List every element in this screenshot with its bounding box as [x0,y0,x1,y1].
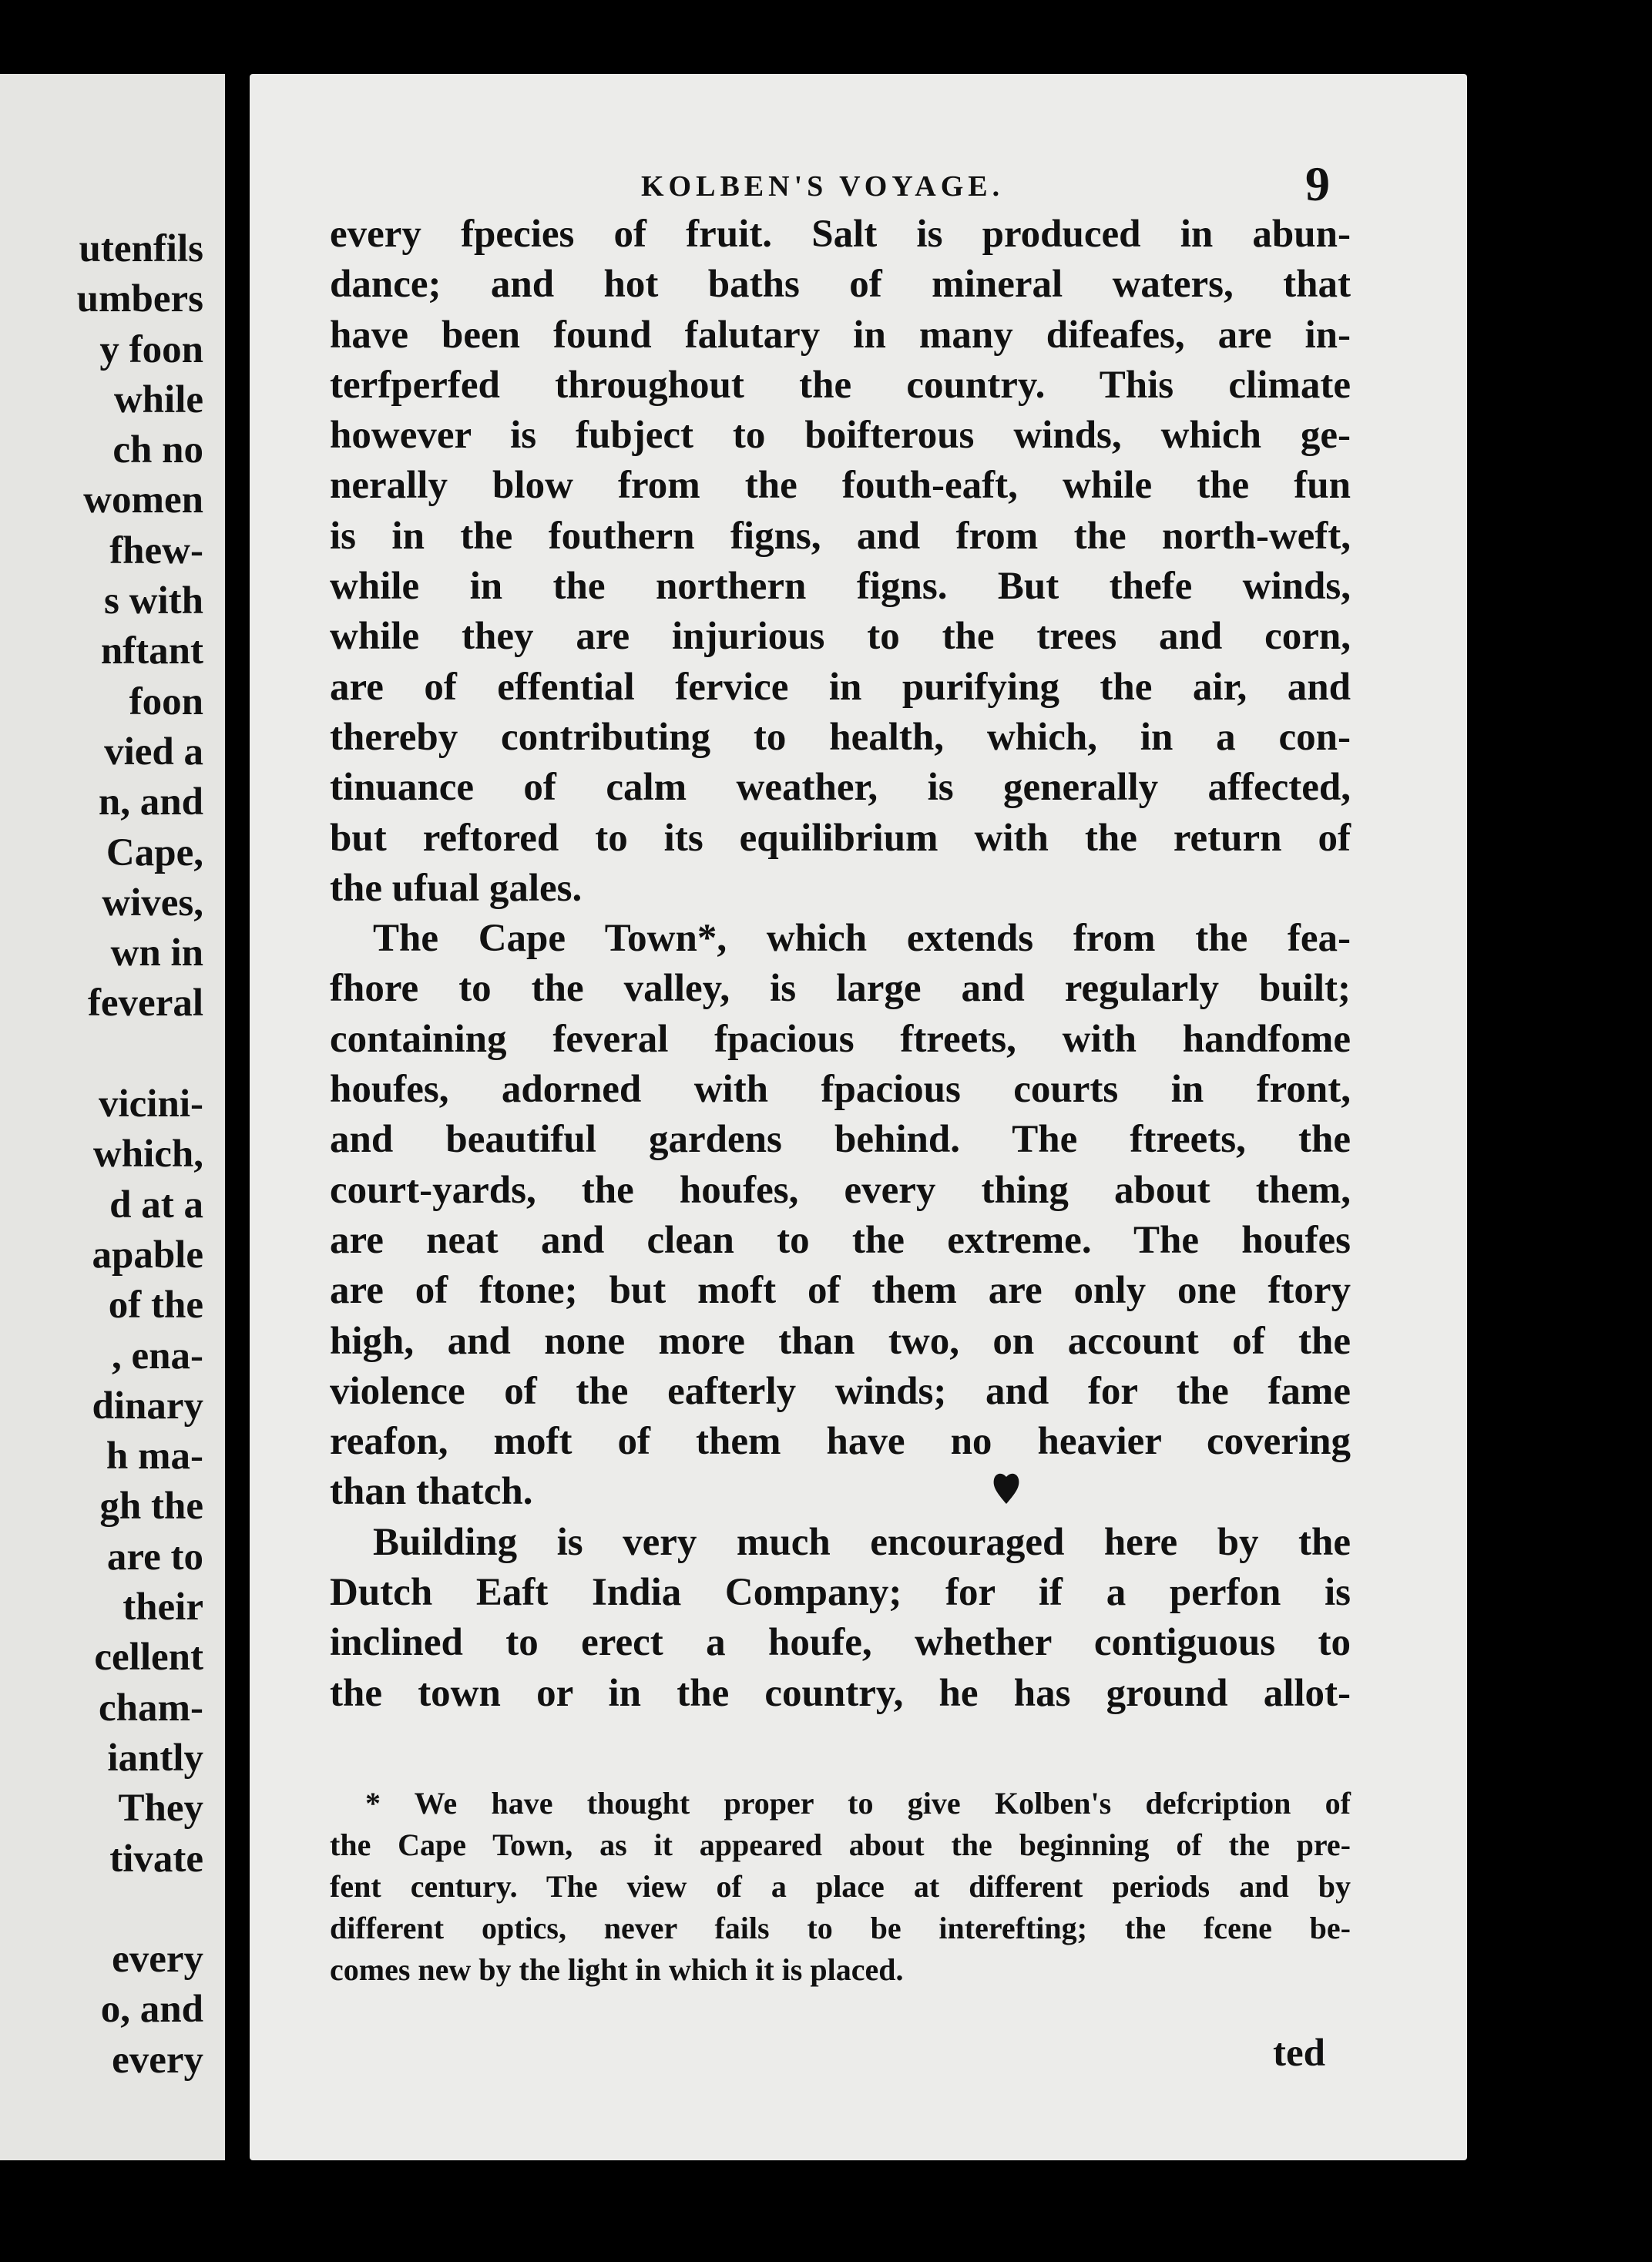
footnote-line: the Cape Town, as it appeared about the beginning of the pre- [330,1827,1351,1862]
text-line: high, and none more than two, on account of the [330,1319,1351,1363]
text-line: The Cape Town*, which extends from the fea- [373,917,1351,961]
left-line: umbers [76,277,203,321]
text-line: Dutch Eaft India Company; for if a perfon is [330,1571,1351,1615]
left-line: n, and [98,780,203,824]
left-line: vicini- [99,1082,203,1126]
text-line: and beautiful gardens behind. The ftreets, the [330,1118,1351,1162]
text-line: every fpecies of fruit. Salt is produced in abun- [330,213,1351,256]
text-line: reafon, moft of them have no heavier covering [330,1420,1351,1464]
text-line: have been found falutary in many difeafes, are in- [330,313,1351,357]
left-line: women [83,478,203,522]
text-line: are neat and clean to the extreme. The houfes [330,1218,1351,1262]
left-line: which, [92,1133,203,1176]
left-line: y foon [99,327,203,371]
page-number: 9 [1305,156,1330,211]
text-line: terfperfed throughout the country. This climate [330,363,1351,407]
body-text [330,210,1351,1719]
left-line: wn in [110,931,203,975]
text-line: court-yards, the houfes, every thing about them, [330,1168,1351,1212]
text-line: are of ftone; but moft of them are only one ftory [330,1269,1351,1313]
left-line: cham- [99,1686,203,1730]
text-line: is in the fouthern figns, and from the north-weft, [330,514,1351,558]
text-line: inclined to erect a houfe, whether contiguous to [330,1621,1351,1665]
left-line: , ena- [112,1334,203,1378]
text-line: are of effential fervice in purifying the air, and [330,665,1351,709]
footnote-line: different optics, never fails to be interefting; the fcene be- [330,1911,1351,1945]
left-line: h ma- [106,1435,203,1478]
left-line: apable [92,1233,203,1277]
left-line [77,1884,203,1935]
ink-blot-ornament [991,1470,1022,1505]
left-line: their [123,1586,203,1629]
left-line: vied a [104,730,203,774]
left-facing-page [0,74,225,2160]
text-line: nerally blow from the fouth-eaft, while the fun [330,464,1351,508]
text-line: violence of the eafterly winds; and for the fame [330,1369,1351,1413]
left-line: ch no [112,428,203,472]
left-line: They [118,1787,203,1831]
text-line: the town or in the country, he has ground allot- [330,1671,1351,1715]
text-line: Building is very much encouraged here by the [373,1520,1351,1564]
footnote-line: fent century. The view of a place at different periods and by [330,1869,1351,1904]
left-line: foon [129,680,203,723]
left-line: are to [106,1535,203,1579]
left-line: o, and [100,1988,203,2032]
text-line: but reftored to its equilibrium with the return of [330,816,1351,860]
page-header [250,156,1467,217]
text-line: containing feveral fpacious ftreets, with handfome [330,1017,1351,1061]
left-line: every [112,2038,203,2082]
text-line: houfes, adorned with fpacious courts in front, [330,1068,1351,1112]
text-line: the ufual gales. [330,866,583,910]
left-line: s with [104,579,203,623]
text-line: dance; and hot baths of mineral waters, that [330,263,1351,307]
left-line: iantly [107,1736,203,1780]
left-line: of the [108,1284,203,1327]
footnote-line: comes new by the light in which it is placed. [330,1952,904,1987]
left-line: utenfils [79,227,203,270]
left-page-text [77,224,203,2086]
left-line: gh the [99,1485,203,1529]
text-line: however is fubject to boifterous winds, which ge- [330,414,1351,458]
left-line: every [112,1938,203,1982]
text-line: than thatch. [330,1470,533,1514]
left-line: Cape, [106,831,203,874]
left-line: tivate [109,1837,203,1881]
left-line: dinary [92,1384,203,1428]
text-line: while in the northern figns. But thefe winds, [330,565,1351,609]
text-line: fhore to the valley, is large and regularly built; [330,967,1351,1011]
left-line: d at a [109,1183,203,1227]
left-line: cellent [94,1636,203,1680]
catchword: ted [1273,2032,1325,2075]
running-head: KOLBEN'S VOYAGE. [641,170,1005,203]
left-line: fhew- [109,529,203,572]
left-line: nftant [100,629,203,673]
left-line [77,1029,203,1079]
left-line: while [113,378,203,421]
text-line: thereby contributing to health, which, in a con- [330,715,1351,759]
text-line: while they are injurious to the trees and corn, [330,615,1351,659]
text-line: tinuance of calm weather, is generally affected, [330,766,1351,810]
footnote [330,1783,1351,1991]
footnote-line: * We have thought proper to give Kolben's defcription of [365,1786,1351,1821]
left-line: wives, [102,881,203,925]
left-line: feveral [87,982,203,1025]
book-page [250,74,1467,2160]
